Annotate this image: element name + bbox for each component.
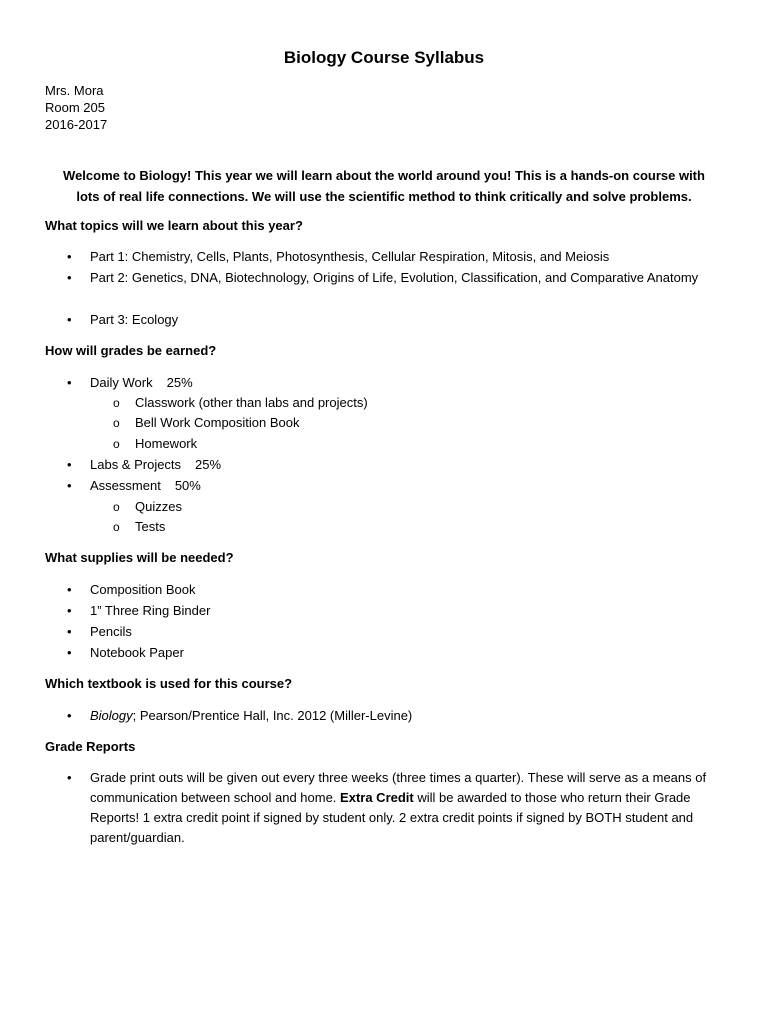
sub-list-item-text: Classwork (other than labs and projects) <box>135 395 368 410</box>
topics-heading: What topics will we learn about this year? <box>45 218 303 233</box>
room-number: Room 205 <box>45 100 105 115</box>
school-year: 2016-2017 <box>45 117 108 132</box>
bullet-icon: • <box>67 645 72 660</box>
sub-bullet-icon: o <box>113 396 120 410</box>
list-item <box>67 455 222 475</box>
sub-list-item-text: Bell Work Composition Book <box>135 415 300 430</box>
bullet-icon: • <box>67 770 72 785</box>
grade-percent: 25% <box>166 375 193 390</box>
extra-credit-label: Extra Credit <box>340 790 414 805</box>
list-item <box>67 268 730 288</box>
list-item-text: Pencils <box>90 624 132 639</box>
sub-list-item-text: Homework <box>135 436 198 451</box>
bullet-icon: • <box>67 270 72 285</box>
document-title: Biology Course Syllabus <box>283 48 485 67</box>
sub-bullet-icon: o <box>113 500 120 514</box>
list-item <box>67 580 196 600</box>
bullet-icon: • <box>67 624 72 639</box>
list-item <box>67 247 610 267</box>
list-item <box>67 643 184 663</box>
teacher-name: Mrs. Mora <box>45 83 104 98</box>
list-item <box>67 310 179 330</box>
list-item-text: Composition Book <box>90 582 196 597</box>
list-item-text: Part 1: Chemistry, Cells, Plants, Photosynthesis, Cellular Respiration, Mitosis, and Meiosis <box>90 249 610 264</box>
list-item <box>67 476 201 496</box>
sub-list-item <box>113 413 300 433</box>
bullet-icon: • <box>67 603 72 618</box>
grade-category-label: Assessment <box>90 478 161 493</box>
bullet-icon: • <box>67 249 72 264</box>
list-item-text: Part 3: Ecology <box>90 312 179 327</box>
sub-list-item <box>113 434 198 454</box>
intro-paragraph: Welcome to Biology! This year we will learn about the world around you! This is a hands-on course with lots of real life connections. We will use the scientific method to think critically and solve problems. <box>63 168 705 204</box>
bullet-icon: • <box>67 457 72 472</box>
sub-bullet-icon: o <box>113 520 120 534</box>
sub-list-item <box>113 497 182 517</box>
textbook-title: Biology <box>90 708 133 723</box>
list-item-text: 1” Three Ring Binder <box>90 603 211 618</box>
bullet-icon: • <box>67 478 72 493</box>
grade-category-label: Labs & Projects <box>90 457 182 472</box>
grade-reports-text: Grade print outs will be given out every three weeks (three times a quarter). These will serve as a means of communication between school and home. <box>90 770 707 805</box>
sub-bullet-icon: o <box>113 416 120 430</box>
bullet-icon: • <box>67 312 72 327</box>
sub-list-item-text: Quizzes <box>135 499 182 514</box>
grade-reports-text-continued: will be awarded to those who return their Grade Reports! 1 extra credit point if signed by student only. 2 extra credit points if signed by BOTH student and parent/guardian. <box>90 790 694 845</box>
grade-percent: 25% <box>195 457 222 472</box>
supplies-heading: What supplies will be needed? <box>45 550 234 565</box>
sub-bullet-icon: o <box>113 437 120 451</box>
sub-list-item <box>113 517 166 537</box>
sub-list-item-text: Tests <box>135 519 166 534</box>
list-item <box>67 622 132 642</box>
list-item-text: Notebook Paper <box>90 645 184 660</box>
grade-percent: 50% <box>174 478 201 493</box>
list-item <box>67 768 730 848</box>
list-item <box>67 706 413 726</box>
list-item-text: Part 2: Genetics, DNA, Biotechnology, Origins of Life, Evolution, Classification, and Comparative Anatomy <box>90 270 699 285</box>
textbook-details: ; Pearson/Prentice Hall, Inc. 2012 (Miller-Levine) <box>132 708 413 723</box>
list-item <box>67 601 211 621</box>
bullet-icon: • <box>67 708 72 723</box>
bullet-icon: • <box>67 375 72 390</box>
sub-list-item <box>113 393 368 413</box>
list-item <box>67 373 193 393</box>
textbook-heading: Which textbook is used for this course? <box>45 676 293 691</box>
grade-reports-heading: Grade Reports <box>45 739 136 754</box>
grades-heading: How will grades be earned? <box>45 343 217 358</box>
grade-category-label: Daily Work <box>90 375 153 390</box>
bullet-icon: • <box>67 582 72 597</box>
